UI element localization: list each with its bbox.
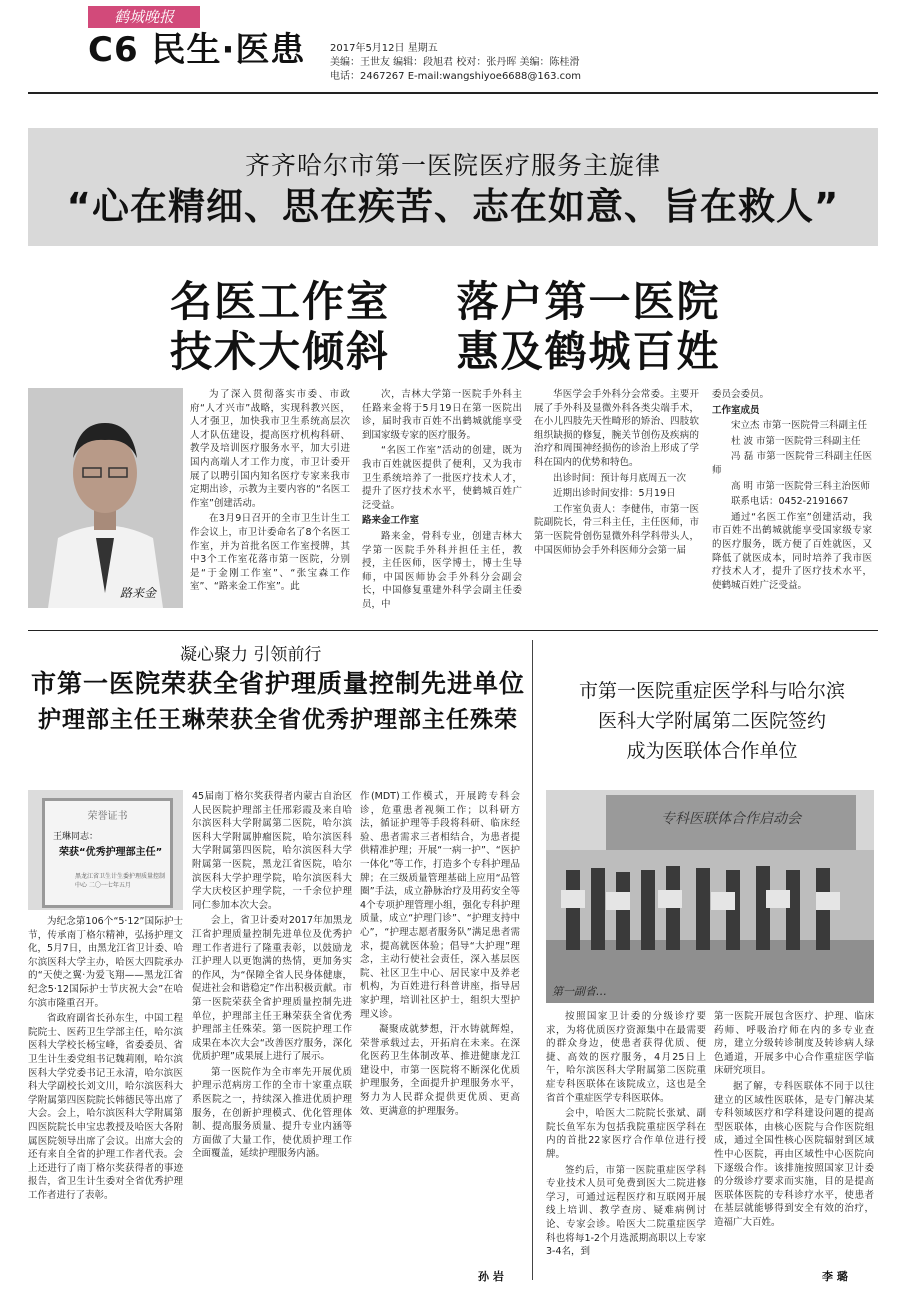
photo-banner-text: 专科医联体合作启动会 — [661, 811, 801, 827]
paragraph: 华医学会手外科分会常委。主要开展了手外科及显微外科各类尖端手术，在小儿四肢先天性畸形的矫治、四肢软组织缺损的修复，腕关节创伤及疾病的治疗和周围神经损伤的诊治上形成了学科在国内的优势和特色。 — [534, 389, 699, 468]
article1-headline-1: 名医工作室 落户第一医院 — [170, 277, 721, 326]
member: 高 明 市第一医院骨三科主治医师 — [731, 480, 871, 492]
masthead-rule — [28, 92, 878, 94]
photo-signature: 路来金 — [120, 586, 157, 600]
article3-headline-3: 成为医联体合作单位 — [626, 740, 798, 762]
certificate-name: 王琳同志： — [53, 832, 99, 842]
paragraph: 在3月9日召开的全市卫生计生工作会议上，市卫计委命名了8个名医工作室，并为首批名医工作室授牌，其中3个工作室花落市第一医院，分别是“于金刚工作室”、“张宝森工作室”、“路来金工作室”。此 — [190, 513, 350, 593]
portrait-photo — [28, 388, 183, 608]
date-line: 2017年5月12日 星期五 — [330, 43, 438, 54]
paragraph: “名医工作室”活动的创建，既为我市百姓就医提供了便利，又为我市卫生系统培养了一批医疗技术人才，提升了医疗技术水平，使鹤城百姓广泛受益。 — [362, 445, 522, 511]
paragraph: 签约后，市第一医院重症医学科专业技术人员可免费到医大二院进修学习，可通过远程医疗和互联网开展线上培训、教学查房、疑难病例讨论、专家会诊。哈医大二院重症医学科也将每1-2个月选派期高职以上专家3-4名，到 — [546, 1164, 706, 1258]
section-title: C6 民生·医患 — [88, 30, 306, 70]
paragraph: 近期出诊时间安排：5月19日 — [553, 488, 676, 500]
certificate-title: 荣誉证书 — [87, 811, 128, 822]
article1-headline-2: 技术大倾斜 惠及鹤城百姓 — [170, 327, 721, 376]
paragraph: 路来金，骨科专业，创建吉林大学第一医院手外科并担任主任，教授，主任医师，医学博士，博士生导师，中国医师协会手外科分会副会长，中国修复重建外科学会副主任委员，中 — [362, 530, 522, 610]
article1-column-1 — [190, 388, 350, 618]
member: 杜 波 市第一医院骨三科副主任 — [731, 435, 861, 447]
paragraph: 第一医院开展包含医疗、护理、临床药师、呼吸治疗师在内的多专业查房，建立分级转诊制度及转诊病人绿色通道，开展多中心合作重症医学临床研究项目。 — [714, 1011, 874, 1077]
article2-headline-1: 市第一医院荣获全省护理质量控制先进单位 — [30, 669, 525, 698]
subheading: 路来金工作室 — [362, 515, 420, 527]
article3-column-1 — [546, 1010, 706, 1285]
paragraph: 第一医院作为全市率先开展优质护理示范病房工作的全市十家重点联系医院之一，持续深入推进优质护理服务，在创新护理模式、优化管理体制、提高服务质量、提升专业内涵等方面做了大量工作，使优质护理工作全面覆盖，延续护理服务内涵。 — [192, 1066, 352, 1160]
article3-headline-2: 医科大学附属第二医院签约 — [597, 710, 826, 732]
paragraph: 为了深入贯彻落实市委、市政府“人才兴市”战略，实现科教兴医，人才强卫，加快我市卫生系统高层次人才队伍建设，提高医疗机构科研、教学及培训医疗服务水平，加大引进国内高端人才工作力度，市卫计委开展了以聘引国内知名医疗专家来我市定期出诊，示教为主要内容的“名医工作室”创建活动。 — [190, 389, 350, 509]
paragraph: 会上，省卫计委对2017年加黑龙江省护理质量控制先进单位及优秀护理工作者进行了隆重表彰，以鼓励龙江护理人以更饱满的热情，更加务实的作风，为“保障全省人民身体健康，促进社会和谐稳定”作出积极贡献。市第一医院荣获全省护理质量控制先进单位，护理部主任王琳荣获全省优秀护理部主任殊荣。第一医院护理工作成果在本次大会“改善医疗服务，深化优质护理”成果展上进行了展示。 — [192, 915, 352, 1063]
banner-subtitle: 齐齐哈尔市第一医院医疗服务主旋律 — [244, 151, 661, 180]
article2-column-1 — [28, 915, 183, 1285]
photo-caption: 第一副省… — [552, 985, 607, 998]
paragraph: 委员会委员。 — [712, 389, 770, 400]
members-heading: 工作室成员 — [712, 404, 760, 416]
member: 冯 磊 市第一医院骨三科副主任医师 — [712, 451, 872, 476]
paragraph: 据了解，专科医联体不同于以往建立的区域性医联体，是专门解决某专科领域医疗和学科建设问题的提高型医联体，由核心医院与合作医院组成，通过全国性核心医院辐射到区域性中心医院，再由区域性中心医院向下逐级合作。该排施按照国家卫计委的分级诊疗要求而实施，目的是提高医联体医院的专科诊疗水平，使患者在基层就能够得到安全有效的治疗，造福广大百姓。 — [714, 1080, 874, 1228]
article2-column-3 — [360, 790, 520, 1260]
certificate-frame — [42, 798, 173, 908]
paragraph: 45届南丁格尔奖获得者内蒙古自治区人民医院护理部主任邢彩霞及来自哈尔滨医科大学附属第二医院，哈尔滨医科大学附属肿瘤医院，哈尔滨医科大学附属第四医院，哈尔滨医科大学附属第一医院，黑龙江省医院，哈尔滨医科大学护理学院，哈尔滨医科大学大庆校区护理学院，一千余位护理同仁参加本次大会。 — [192, 791, 352, 911]
member: 宋立杰 市第一医院骨三科副主任 — [731, 420, 868, 432]
paragraph: 省政府副省长孙东生，中国工程院院士、医药卫生学部主任，哈尔滨医科大学校长杨宝峰，省委委员、省卫生计生委党组书记魏莉刚，哈尔滨医科大学党委书记王永清，哈尔滨医科大学副校长刘文川，哈尔滨医科大学附属第四医院院长韩德民等出席了大会。会上，哈尔滨医科大学附属第四医院院长申宝忠教授及哈医大各附属医院领导出席了会议。出席大会的还有来自全省的护理工作者代表。会上还进行了南丁格尔奖获得者的事迹报告，省卫生计生委对全省优秀护理工作者进行了表彰。 — [28, 1013, 183, 1201]
article1-column-2 — [362, 388, 522, 618]
masthead-logo: 鹤城晚报 — [88, 6, 200, 28]
paragraph: 工作室负责人：李健伟，市第一医院副院长，骨三科主任，主任医师，市第一医院骨创伤显微外科学科带头人，中国医师协会手外科医师分会第一届 — [534, 503, 699, 556]
contact-line: 电话：2467267 E-mail:wangshiyoe6688@163.com — [330, 71, 582, 82]
banner-title: “心在精细、思在疾苦、志在如意、旨在救人” — [66, 185, 840, 228]
article1-column-4 — [712, 388, 872, 618]
paragraph: 作(MDT)工作模式，开展跨专科会诊，危重患者视频工作；以科研方法，循证护理等手段将科研、临床经验、患者需求三者相结合，为患者提供精准护理；开展“一病一护”、“医护一体化”等工作，打造多个专科护理品牌；在三级质量管理基础上应用“品管圈”手法，成立静脉治疗及用药安全等4个专项护理管理小组，强化专科护理质量，成立“护理门诊”、“护理支持中心”，“护理志愿者服务队”满足患者需求，提高就医体验；倡导“大护理”理念，主动行使社会责任，深入基层医院、社区卫生中心、居民家中及养老机构，为百姓进行科普讲座，指导居家护理，培训社区护士，组织大型护理义诊。 — [360, 791, 520, 1020]
lead-banner — [28, 128, 878, 246]
paragraph: 次，吉林大学第一医院手外科主任路来金将于5月19日在第一医院出诊，届时我市百姓不出鹤城就能享受到国家级专家的医疗服务。 — [362, 389, 522, 441]
article2-byline: 孙 岩 — [478, 1270, 504, 1283]
paragraph: 出诊时间：预计每月底周五一次 — [553, 472, 687, 484]
portrait-illustration — [28, 388, 183, 608]
article2-kicker: 凝心聚力 引领前行 — [180, 645, 322, 665]
column-divider — [532, 640, 533, 1280]
section-divider — [28, 630, 878, 631]
editors-line: 美编：王世友 编辑：段旭君 校对：张丹晖 美编：陈桂滑 — [330, 57, 580, 68]
paragraph: 会中，哈医大二院院长张斌、副院长鱼军东为包括我院重症医学科在内的首批22家医疗合作单位进行授牌。 — [546, 1108, 706, 1160]
paragraph: 按照国家卫计委的分级诊疗要求，为将优质医疗资源集中在最需要的群众身边，使患者获得优质、便捷、高效的医疗服务，4月25日上午，哈尔滨医科大学附属第二医院重症专科医联体在该院成立，这也是全省首个重症医学专科医联体。 — [546, 1011, 706, 1104]
paragraph: 凝聚成就梦想，汗水铸就辉煌，荣誉承载过去，开拓肩在未来。在深化医药卫生体制改革、推进健康龙江建设中，市第一医院将不断深化优质护理服务，全面提升护理服务水平，努力为人民群众提供更优质、更高效、更满意的护理服务。 — [360, 1024, 520, 1117]
article2-headline-2: 护理部主任王琳荣获全省优秀护理部主任殊荣 — [38, 707, 518, 733]
phone: 联系电话：0452-2191667 — [731, 496, 849, 508]
certificate-footer: 黑龙江省卫生计生委护理质量控制中心 二〇一七年五月 — [75, 873, 166, 889]
article2-column-2 — [192, 790, 352, 1285]
ceremony-photo — [546, 790, 874, 1003]
certificate-photo — [28, 790, 183, 910]
paragraph: 通过“名医工作室”创建活动，我市百姓不出鹤城就能享受国家级专家的医疗服务，既方便了百姓就医，又降低了就医成本，同时培养了我市医疗技术人才，提升了医疗技术水平，使鹤城百姓广泛受益。 — [712, 511, 872, 591]
article3-headline — [542, 676, 882, 766]
paragraph: 为纪念第106个“5·12”国际护士节，传承南丁格尔精神，弘扬护理文化，5月7日，由黑龙江省卫计委、哈尔滨医科大学主办，哈医大四院承办的“天使之翼·为爱飞翔——黑龙江省纪念5·12国际护士节庆祝大会”在哈尔滨市隆重召开。 — [28, 916, 183, 1009]
article3-byline: 李 璐 — [822, 1270, 848, 1283]
certificate-award: 荣获“优秀护理部主任” — [59, 847, 163, 858]
article3-column-2 — [714, 1010, 874, 1262]
article3-headline-1: 市第一医院重症医学科与哈尔滨 — [578, 680, 845, 702]
article1-column-3 — [534, 388, 699, 618]
